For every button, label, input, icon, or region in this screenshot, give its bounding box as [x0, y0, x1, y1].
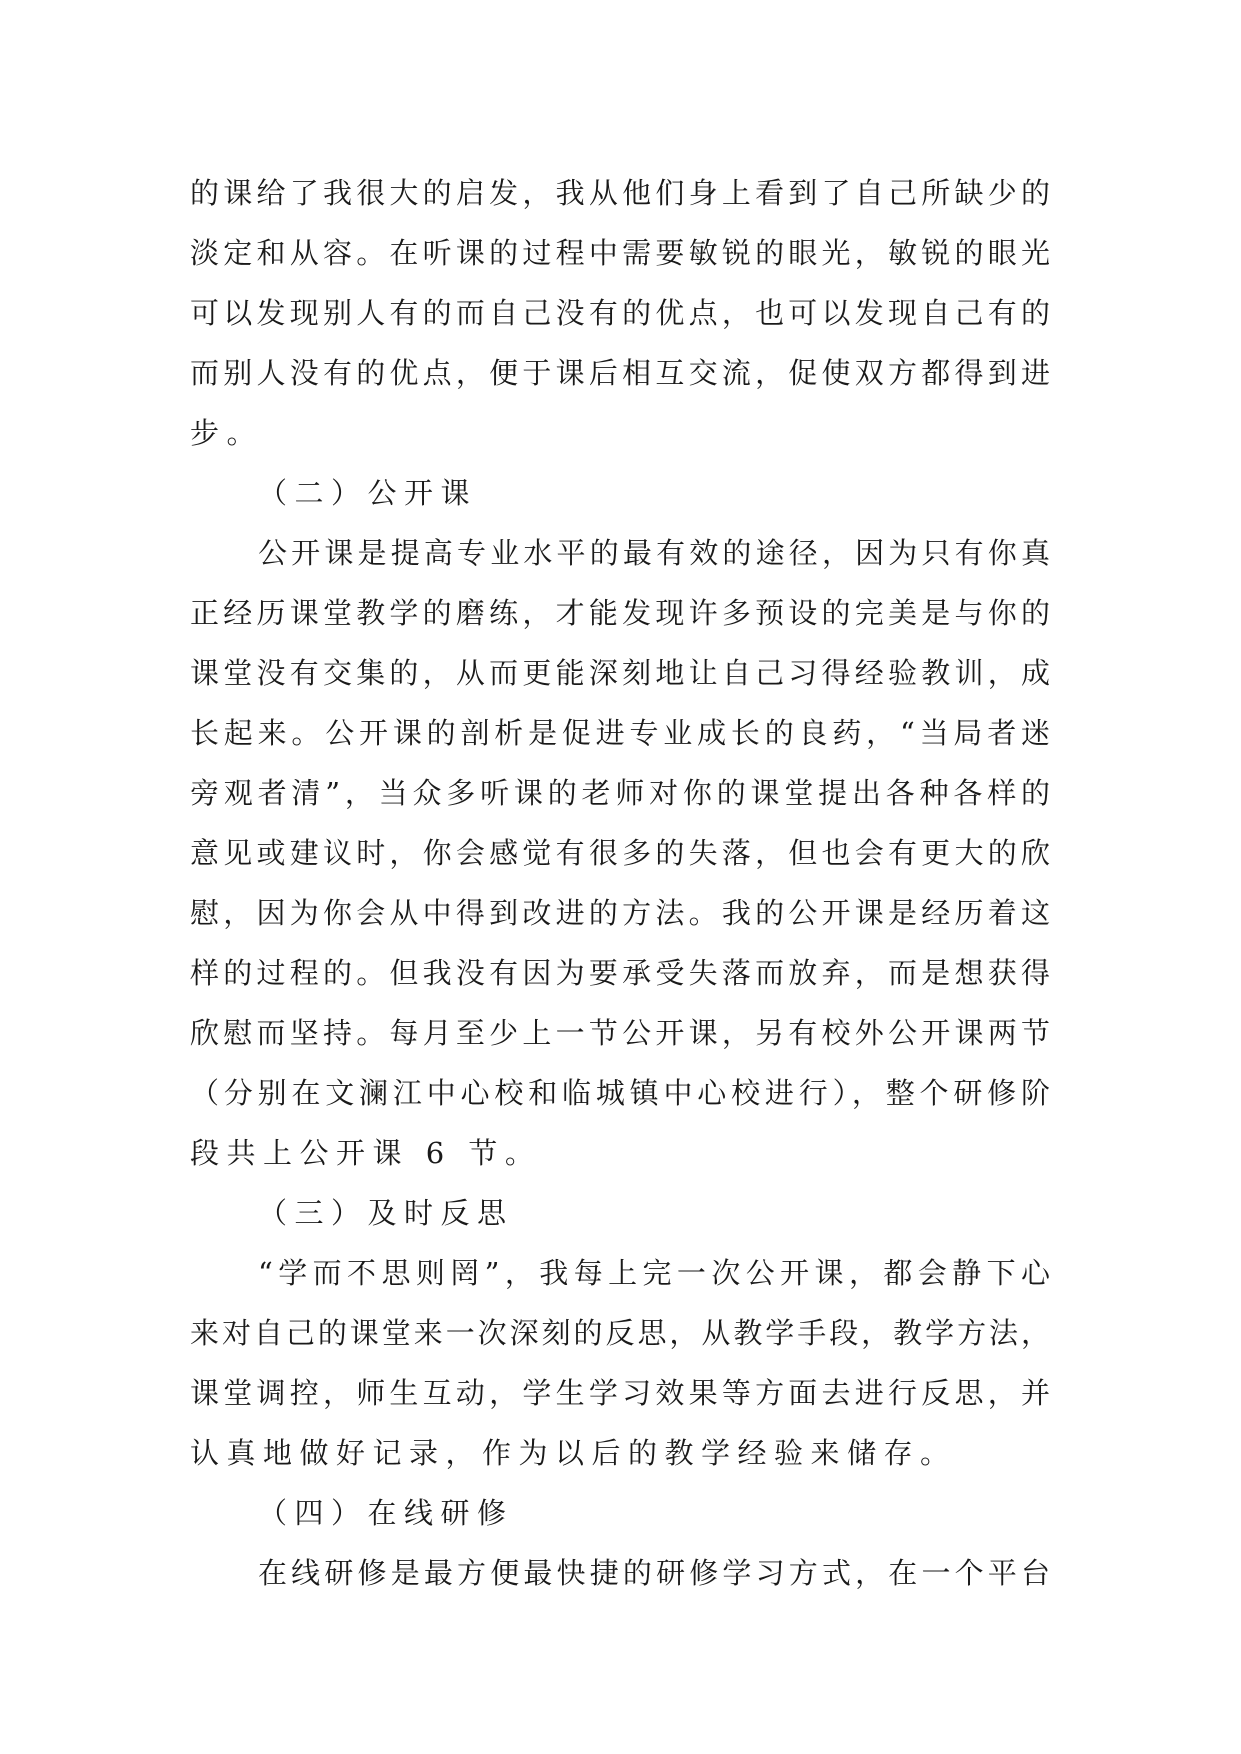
paragraph-line: 正经历课堂教学的磨练，才能发现许多预设的完美是与你的: [190, 596, 1050, 630]
paragraph-line: 课堂没有交集的，从而更能深刻地让自己习得经验教训，成: [190, 656, 1050, 690]
paragraph-line: 课堂调控，师生互动，学生学习效果等方面去进行反思，并: [190, 1376, 1050, 1410]
paragraph-line: （分别在文澜江中心校和临城镇中心校进行），整个研修阶: [190, 1076, 1050, 1110]
document-body: [190, 163, 1050, 1603]
paragraph-line: “学而不思则罔”，我每上完一次公开课，都会静下心: [258, 1256, 1050, 1290]
paragraph-line: 慰，因为你会从中得到改进的方法。我的公开课是经历着这: [190, 896, 1050, 930]
paragraph-line: 认真地做好记录，作为以后的教学经验来储存。: [190, 1436, 957, 1470]
paragraph-line: 的课给了我很大的启发，我从他们身上看到了自己所缺少的: [190, 176, 1050, 210]
section-heading: （四）在线研修: [258, 1496, 514, 1530]
paragraph-line: 长起来。公开课的剖析是促进专业成长的良药，“当局者迷: [190, 716, 1050, 750]
paragraph-line: 来对自己的课堂来一次深刻的反思，从教学手段，教学方法，: [190, 1316, 1050, 1350]
section-heading: （二）公开课: [258, 476, 478, 510]
paragraph-line: 样的过程的。但我没有因为要承受失落而放弃，而是想获得: [190, 956, 1050, 990]
paragraph-line: 在线研修是最方便最快捷的研修学习方式，在一个平台: [258, 1556, 1050, 1590]
paragraph-line: 意见或建议时，你会感觉有很多的失落，但也会有更大的欣: [190, 836, 1050, 870]
paragraph-line: 欣慰而坚持。每月至少上一节公开课，另有校外公开课两节: [190, 1016, 1050, 1050]
paragraph-line: 旁观者清”，当众多听课的老师对你的课堂提出各种各样的: [190, 776, 1050, 810]
paragraph-line: 步。: [190, 416, 264, 450]
section-heading: （三）及时反思: [258, 1196, 514, 1230]
paragraph-line: 而别人没有的优点，便于课后相互交流，促使双方都得到进: [190, 356, 1050, 390]
paragraph-line: 可以发现别人有的而自己没有的优点，也可以发现自己有的: [190, 296, 1050, 330]
paragraph-line: 段共上公开课 6 节。: [190, 1136, 542, 1170]
paragraph-line: 公开课是提高专业水平的最有效的途径，因为只有你真: [258, 536, 1050, 570]
paragraph-line: 淡定和从容。在听课的过程中需要敏锐的眼光，敏锐的眼光: [190, 236, 1050, 270]
